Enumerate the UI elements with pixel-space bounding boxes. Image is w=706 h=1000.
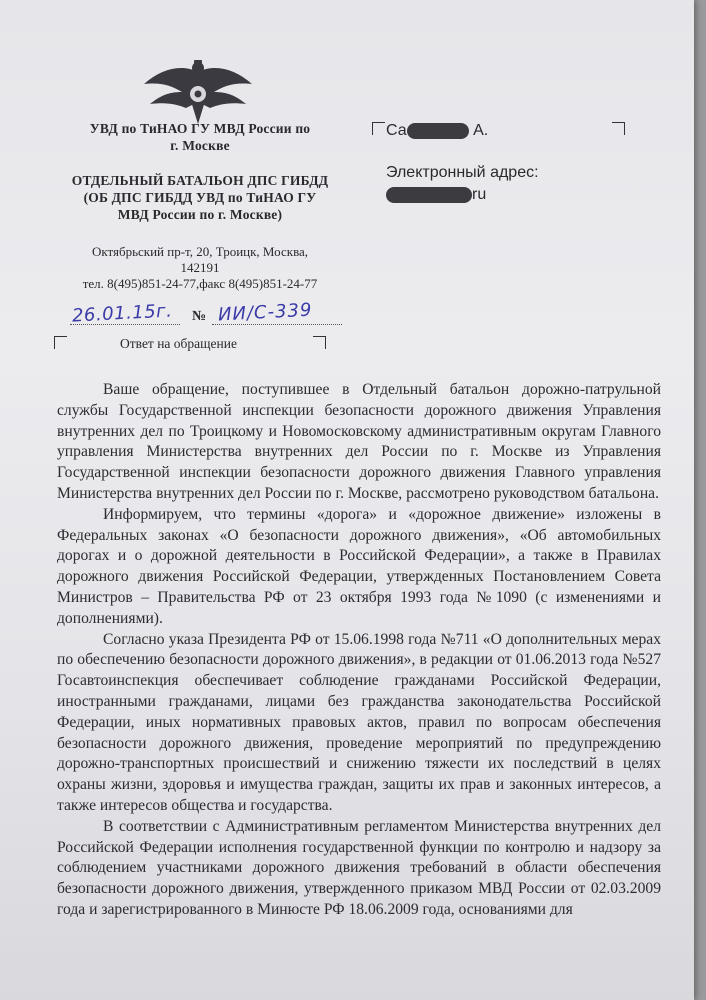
- email-suffix: ru: [472, 186, 487, 203]
- body-paragraph: Ваше обращение, поступившее в Отдельный батальон дорожно-патрульной службы Государственной инспекции безопасности дорожного движения Управления внутренних дел по Троицкому и Новомосковскому административным округам Главного управления Министерства внутренних дел России по г. Москве из Управления Государственной инспекции безопасности дорожного движения Главного управления Министерства внутренних дел России по г. Москве, рассмотрено руководством батальона.: [57, 381, 661, 502]
- email-label: Электронный адрес:: [386, 164, 539, 181]
- org-unit-name: [40, 172, 360, 223]
- eagle-emblem-icon: [142, 58, 254, 128]
- corner-mark: [372, 122, 385, 135]
- letter-body: [57, 380, 661, 921]
- redaction-mark: [386, 187, 472, 203]
- body-paragraph: Согласно указа Президента РФ от 15.06.1998 года №711 «О дополнительных мерах по обеспечению безопасности дорожного движения», в редакции от 01.06.2013 года №527 Госавтоинспекция обеспечивает соблюдение гражданами Российской Федерации, иностранными гражданами, лицами без гражданства законодательства Российской Федерации, иных нормативных правовых актов, правил по вопросам обеспечения безопасности дорожного движения, проведение мероприятий по предупреждению дорожно-транспортных происшествий и снижению тяжести их последствий в целях охраны жизни, здоровья и имущества граждан, защиты их прав и законных интересов, а также интересов общества и государства.: [57, 630, 661, 814]
- address-line: Октябрьский пр-т, 20, Троицк, Москва,: [91, 244, 309, 259]
- registration-date: 26.01.15г.: [71, 300, 173, 327]
- recipient-name-suffix: А.: [473, 122, 489, 139]
- registration-number: ИИ/С-339: [217, 299, 313, 326]
- date-underline: [70, 324, 180, 325]
- org-upper-name: [40, 120, 360, 154]
- org-unit-line: МВД России по г. Москве): [117, 207, 283, 222]
- corner-mark: [54, 336, 67, 349]
- number-underline: [212, 324, 342, 325]
- address-line: 142191: [180, 260, 220, 275]
- corner-mark: [313, 336, 326, 349]
- redaction-mark: [407, 123, 469, 139]
- recipient-name-prefix: Са: [386, 122, 407, 139]
- recipient-email: [386, 186, 486, 204]
- org-unit-line: ОТДЕЛЬНЫЙ БАТАЛЬОН ДПС ГИБДД: [71, 173, 329, 188]
- corner-mark: [612, 122, 625, 135]
- org-upper-line: г. Москве: [170, 138, 230, 153]
- org-unit-line: (ОБ ДПС ГИБДД УВД по ТиНАО ГУ: [83, 190, 317, 205]
- recipient-name: [386, 122, 488, 140]
- org-upper-line: УВД по ТиНАО ГУ МВД России по: [89, 121, 311, 136]
- registration-line: [70, 299, 360, 327]
- reply-label: Ответ на обращение: [120, 336, 237, 351]
- body-paragraph: Информируем, что термины «дорога» и «дорожное движение» изложены в Федеральных законах «О безопасности дорожного движения», «Об автомобильных дорогах и о дорожной деятельности в Российской Федерации», а также в Правилах дорожного движения Российской Федерации, утвержденных Постановлением Совета Министров – Правительства РФ от 23 октября 1993 года №1090 (с изменениями и дополнениями).: [57, 505, 661, 627]
- contact-line: тел. 8(495)851-24-77,факс 8(495)851-24-77: [82, 276, 318, 291]
- number-sign: №: [192, 309, 207, 324]
- body-paragraph: В соответствии с Административным регламентом Министерства внутренних дел Российской Федерации исполнения государственной функции по контролю и надзору за соблюдением участниками дорожного движения требований в области обеспечения безопасности дорожного движения, утвержденного приказом МВД России от 02.03.2009 года и зарегистрированного в Минюсте РФ 18.06.2009 года, основаниями для: [57, 817, 661, 918]
- org-address: [40, 244, 360, 292]
